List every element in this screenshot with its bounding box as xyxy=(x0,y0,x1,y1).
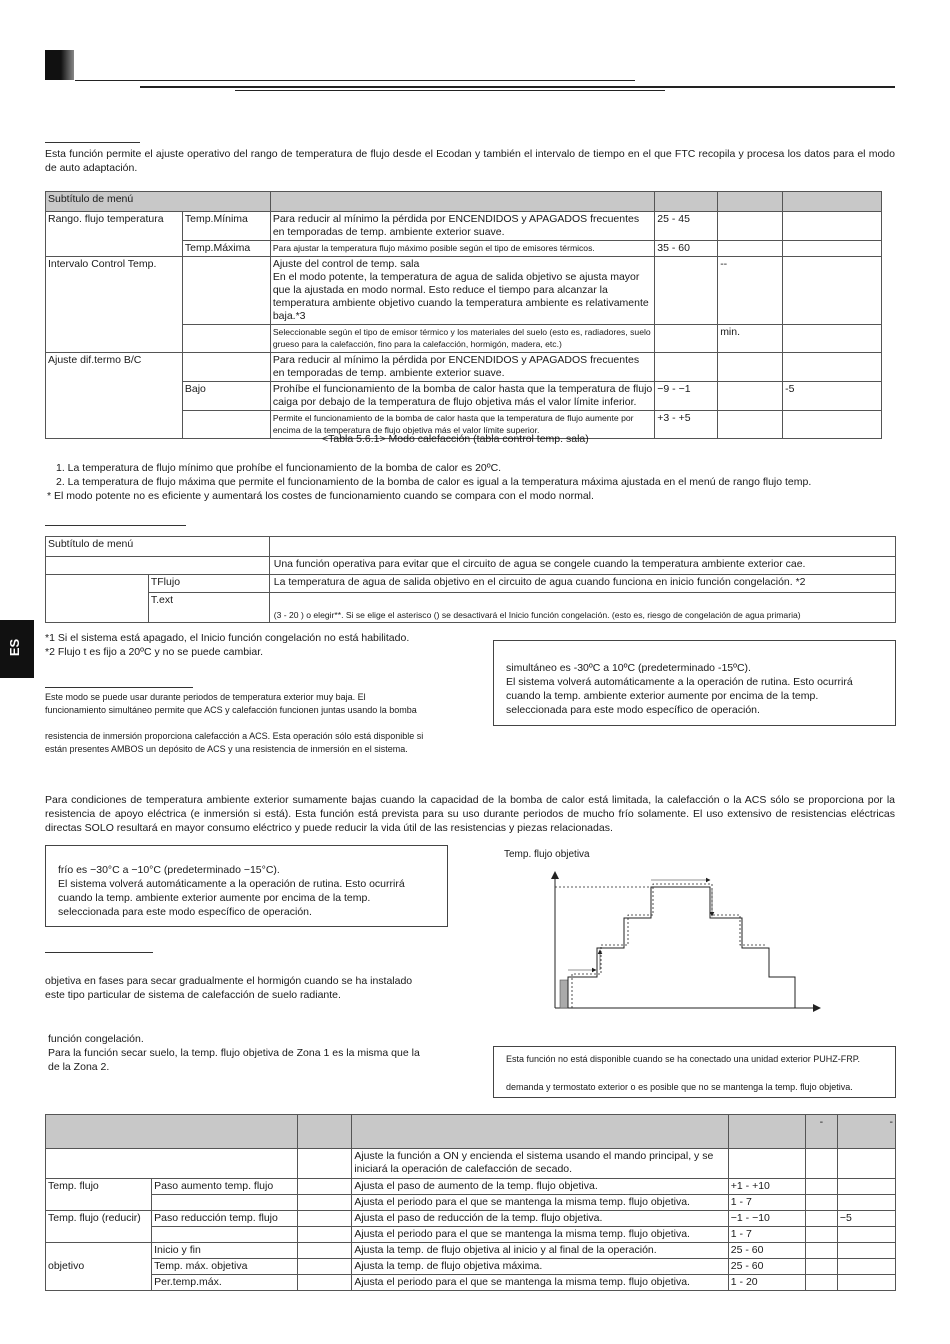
table-cell xyxy=(718,241,783,257)
table-cell xyxy=(805,1243,837,1259)
table-cell xyxy=(298,1275,352,1291)
table-cell: Una función operativa para evitar que el circuito de agua se congele cuando la temperatura ambiente exterior cae. xyxy=(269,557,895,575)
table-cell: −9 - −1 xyxy=(655,382,718,411)
table-cell: 1 - 7 xyxy=(728,1227,805,1243)
table-cell: TFlujo xyxy=(148,575,269,593)
table-cell: Prohíbe el funcionamiento de la bomba de calor hasta que la temperatura de flujo caiga por debajo de la temperatura de flujo objetiva más el valor límite inferior. xyxy=(270,382,654,411)
table-cell xyxy=(805,1211,837,1227)
simul-paragraph xyxy=(45,691,475,756)
frp-line: demanda y termostato exterior o es posible que no se mantenga la temp. flujo objetiva. xyxy=(506,1082,853,1092)
section-marker xyxy=(45,50,74,80)
freeze-protection-table xyxy=(45,536,896,623)
table-cell xyxy=(805,1227,837,1243)
table-cell: Para reducir al mínimo la pérdida por ENCENDIDOS y APAGADOS frecuentes en temporadas de temp. ambiente exterior suave. xyxy=(270,353,654,382)
intro-paragraph: Esta función permite el ajuste operativo del rango de temperatura de flujo desde el Ecodan y también el intervalo de tiempo en el que FTC recopila y procesa los datos para el modo de auto adaptación. xyxy=(45,148,895,174)
table-cell: 25 - 45 xyxy=(655,212,718,241)
table1-header-cell xyxy=(718,192,783,212)
table-cell xyxy=(182,411,270,439)
simul-line xyxy=(45,717,475,730)
table-cell: Ajusta la temp. de flujo objetiva máxima. xyxy=(352,1259,728,1275)
chart-start-bar xyxy=(560,980,568,1008)
table-cell xyxy=(805,1149,837,1179)
simul-box-line: El sistema volverá automáticamente a la operación de rutina. Esto ocurrirá xyxy=(506,676,853,688)
table-cell: -5 xyxy=(783,382,882,411)
note: *2 Flujo t es fijo a 20ºC y no se puede cambiar. xyxy=(45,646,264,658)
table-cell: +3 - +5 xyxy=(655,411,718,439)
table-cell xyxy=(298,1243,352,1259)
table-cell: 1 - 20 xyxy=(728,1275,805,1291)
cold-box-line: El sistema volverá automáticamente a la operación de rutina. Esto ocurrirá xyxy=(58,878,405,890)
table-cell: +1 - +10 xyxy=(728,1179,805,1195)
table-row xyxy=(46,575,896,593)
header-rule-3 xyxy=(235,90,665,91)
table-cell: Seleccionable según el tipo de emisor térmico y los materiales del suelo (esto es, radiadores, suelo grueso para la calefacción, fino para la calefacción, hormigón, madera, etc.) xyxy=(270,325,654,353)
dry-notes xyxy=(48,1032,453,1074)
header-rule-1 xyxy=(75,80,635,81)
table-cell: 25 - 60 xyxy=(728,1243,805,1259)
simul-line: Este modo se puede usar durante periodos de temperatura exterior muy baja. El xyxy=(45,692,366,702)
table-cell: Ajusta el paso de reducción de la temp. flujo objetiva. xyxy=(352,1211,728,1227)
table-cell: Intervalo Control Temp. xyxy=(46,257,183,353)
table-cell: Rango. flujo temperatura xyxy=(46,212,183,257)
table-row xyxy=(46,557,896,575)
dry-paragraph xyxy=(45,974,450,1002)
table3-header-cell xyxy=(352,1115,728,1149)
table-cell xyxy=(182,325,270,353)
table1-header-cell xyxy=(655,192,718,212)
table3-header-cell xyxy=(298,1115,352,1149)
table-cell xyxy=(783,257,882,325)
table-cell: Ajuste la función a ON y encienda el sistema usando el mando principal, y se iniciará la operación de calefacción de secado. xyxy=(352,1149,728,1179)
table1-header-cell xyxy=(783,192,882,212)
simul-line: funcionamiento simultáneo permite que ACS y calefacción funcionen juntas usando la bomba xyxy=(45,705,417,715)
table-row xyxy=(46,1275,896,1291)
frp-warning-box xyxy=(493,1046,896,1098)
table-cell xyxy=(298,1195,352,1211)
table1-caption: <Tabla 5.6.1> Modo calefacción (tabla control temp. sala) xyxy=(322,433,589,445)
note: * El modo potente no es eficiente y aumentará los costes de funcionamiento cuando se compara con el modo normal. xyxy=(47,490,594,502)
table-row xyxy=(46,1179,896,1195)
table-row xyxy=(46,1195,896,1211)
table-cell xyxy=(655,325,718,353)
table-cell xyxy=(783,241,882,257)
table2-header-cell: Subtítulo de menú xyxy=(46,537,270,557)
table1-header xyxy=(46,192,882,212)
table3-header-cell xyxy=(728,1115,805,1149)
table-cell: Inicio y fin xyxy=(152,1243,298,1259)
table-row xyxy=(46,1149,896,1179)
table-cell xyxy=(783,411,882,439)
table-cell: Paso aumento temp. flujo xyxy=(152,1179,298,1195)
simul-line: resistencia de inmersión proporciona calefacción a ACS. Esta operación sólo está disponible si xyxy=(45,731,424,741)
cold-box-line: seleccionada para este modo específico de operación. xyxy=(58,906,312,918)
table-cell xyxy=(718,212,783,241)
drying-chart xyxy=(530,860,830,1020)
note: *1 Si el sistema está apagado, el Inicio función congelación no está habilitado. xyxy=(45,632,410,644)
heading-underline-4 xyxy=(45,952,153,953)
table-cell xyxy=(783,353,882,382)
table-cell: Temp.Mínima xyxy=(182,212,270,241)
heading-underline-2 xyxy=(45,525,186,526)
table-cell: Para reducir al mínimo la pérdida por ENCENDIDOS y APAGADOS frecuentes en temporadas de temp. ambiente exterior suave. xyxy=(270,212,654,241)
table-cell xyxy=(728,1149,805,1179)
floor-drying-table xyxy=(45,1114,896,1291)
table-cell: Temp. máx. objetiva xyxy=(152,1259,298,1275)
table-cell xyxy=(298,1179,352,1195)
simul-box-line: seleccionada para este modo específico de operación. xyxy=(506,704,760,716)
table-row xyxy=(46,1259,896,1275)
table-cell xyxy=(805,1179,837,1195)
table-cell xyxy=(298,1259,352,1275)
simul-box-line: cuando la temp. ambiente exterior aumente por encima de la temp. xyxy=(506,690,819,702)
table-cell: 35 - 60 xyxy=(655,241,718,257)
table-cell xyxy=(46,557,270,575)
cold-info-box xyxy=(45,845,448,927)
dry-note-line: Para la función secar suelo, la temp. flujo objetiva de Zona 1 es la misma que la xyxy=(48,1047,420,1059)
table-row xyxy=(46,353,882,382)
table2-header-cell xyxy=(269,537,895,557)
table-cell: Para ajustar la temperatura flujo máximo posible según el tipo de emisores térmicos. xyxy=(270,241,654,257)
table2-header xyxy=(46,537,896,557)
table-cell: Ajusta el periodo para el que se mantenga la misma temp. flujo objetiva. xyxy=(352,1227,728,1243)
simul-info-box xyxy=(493,640,896,726)
table1-header-cell: Subtítulo de menú xyxy=(46,192,271,212)
chart-dashed-steps xyxy=(572,884,767,1008)
dry-note-line: función congelación. xyxy=(48,1033,144,1045)
cold-box-line: cuando la temp. ambiente exterior aumente por encima de la temp. xyxy=(58,892,371,904)
table-cell xyxy=(837,1195,895,1211)
table-cell xyxy=(46,575,149,623)
table-cell xyxy=(46,1149,298,1179)
table-cell xyxy=(152,1227,298,1243)
table-cell xyxy=(783,325,882,353)
table-row xyxy=(46,1243,896,1259)
table-cell xyxy=(805,1195,837,1211)
header-rule-2 xyxy=(140,86,895,88)
table-cell: Ajuste del control de temp. sala En el modo potente, la temperatura de agua de salida objetivo se ajusta mayor que la ajustada en modo normal. Esto reduce el tiempo para alcanzar la temperatura ambiente objetivo cuando la temperatura ambiente es relativamente baja.*3 xyxy=(270,257,654,325)
table-cell xyxy=(298,1211,352,1227)
table-cell: Temp.Máxima xyxy=(182,241,270,257)
table-cell xyxy=(805,1259,837,1275)
table-cell xyxy=(837,1275,895,1291)
table-cell: -- xyxy=(718,257,783,325)
dry-line: este tipo particular de sistema de calefacción de suelo radiante. xyxy=(45,989,341,1001)
dry-note-line: de la Zona 2. xyxy=(48,1061,110,1073)
table-cell: Bajo xyxy=(182,382,270,411)
table-cell: −1 - −10 xyxy=(728,1211,805,1227)
heading-underline-1 xyxy=(45,142,140,143)
table3-header-cell xyxy=(46,1115,298,1149)
table-cell xyxy=(655,353,718,382)
table-cell: −5 xyxy=(837,1211,895,1227)
table-cell: T.ext xyxy=(148,593,269,623)
table3-header-cell: - xyxy=(805,1115,837,1149)
table-cell xyxy=(837,1227,895,1243)
table-cell: 1 - 7 xyxy=(728,1195,805,1211)
table-cell xyxy=(718,411,783,439)
table1-header-cell xyxy=(270,192,654,212)
table-cell xyxy=(837,1149,895,1179)
heating-mode-table xyxy=(45,191,882,439)
table-cell xyxy=(837,1259,895,1275)
table3-header-cell: - xyxy=(837,1115,895,1149)
table-cell: Ajusta la temp. de flujo objetiva al inicio y al final de la operación. xyxy=(352,1243,728,1259)
language-tab-label: ES xyxy=(7,638,23,657)
simul-box-line: simultáneo es -30ºC a 10ºC (predeterminado -15ºC). xyxy=(506,662,751,674)
table-cell: Temp. flujo (reducir) xyxy=(46,1211,152,1243)
table-cell: 25 - 60 xyxy=(728,1259,805,1275)
frp-line: Esta función no está disponible cuando se ha conectado una unidad exterior PUHZ-FRP. xyxy=(506,1054,861,1064)
table-cell: objetivo xyxy=(46,1243,152,1291)
table-cell: Temp. flujo xyxy=(46,1179,152,1211)
cold-box-line: frío es −30°C a −10°C (predeterminado −15°C). xyxy=(58,864,280,876)
table-cell: Paso reducción temp. flujo xyxy=(152,1211,298,1227)
table-cell xyxy=(837,1243,895,1259)
table3-header xyxy=(46,1115,896,1149)
chart-step-line xyxy=(568,887,795,1008)
table-cell xyxy=(182,257,270,325)
table-cell xyxy=(718,353,783,382)
language-tab xyxy=(0,620,34,678)
cold-paragraph: Para condiciones de temperatura ambiente exterior sumamente bajas cuando la capacidad de la bomba de calor está limitada, la calefacción o la ACS sólo se proporciona por la resistencia de apoyo eléctrica (e inmersión si está). Esta función está prevista para su uso durante periodos de mucho frío solamente. El uso extensivo de resistencias eléctricas directas SOLO resultará en mayor consumo eléctrico y puede reducir la vida útil de las resistencias y piezas relacionadas. xyxy=(45,794,895,834)
table-cell xyxy=(718,382,783,411)
table-cell: Ajuste dif.termo B/C xyxy=(46,353,183,439)
note: 1. La temperatura de flujo mínimo que prohíbe el funcionamiento de la bomba de calor es 20ºC. xyxy=(56,462,502,474)
table-cell: Permite el funcionamiento de la bomba de calor hasta que la temperatura de flujo aumente por encima de la temperatura de flujo objetiva más el valor límite superior. xyxy=(270,411,654,439)
table-row xyxy=(46,212,882,241)
table-cell xyxy=(152,1195,298,1211)
drying-chart-label: Temp. flujo objetiva xyxy=(504,849,590,860)
table-cell xyxy=(805,1275,837,1291)
table-cell: La temperatura de agua de salida objetivo en el circuito de agua cuando funciona en inicio función congelación. *2 xyxy=(269,575,895,593)
table-cell xyxy=(837,1179,895,1195)
frp-line xyxy=(506,1066,891,1080)
table-row xyxy=(46,1227,896,1243)
table-cell: Per.temp.máx. xyxy=(152,1275,298,1291)
table-cell: Ajusta el periodo para el que se mantenga la misma temp. flujo objetiva. xyxy=(352,1195,728,1211)
table-cell xyxy=(783,212,882,241)
table-cell: (3 - 20 ) o elegir**. Si se elige el asterisco () se desactivará el Inicio función congelación. (esto es, riesgo de congelación de agua primaria) xyxy=(269,593,895,623)
table-cell xyxy=(655,257,718,325)
table-cell: min. xyxy=(718,325,783,353)
table-cell xyxy=(298,1227,352,1243)
note: 2. La temperatura de flujo máxima que permite el funcionamiento de la bomba de calor es igual a la temperatura máxima ajustada en el menú de rango flujo temp. xyxy=(56,476,812,488)
dry-line: objetiva en fases para secar gradualmente el hormigón cuando se ha instalado xyxy=(45,975,413,987)
table-row xyxy=(46,593,896,623)
table-cell xyxy=(182,353,270,382)
table-cell: Ajusta el paso de aumento de la temp. flujo objetiva. xyxy=(352,1179,728,1195)
table-row xyxy=(46,1211,896,1227)
table-cell xyxy=(298,1149,352,1179)
table-cell: Ajusta el periodo para el que se mantenga la misma temp. flujo objetiva. xyxy=(352,1275,728,1291)
table-row xyxy=(46,257,882,325)
simul-line: están presentes AMBOS un depósito de ACS y una resistencia de inmersión en el sistema. xyxy=(45,744,408,754)
heading-underline-3 xyxy=(45,687,193,688)
